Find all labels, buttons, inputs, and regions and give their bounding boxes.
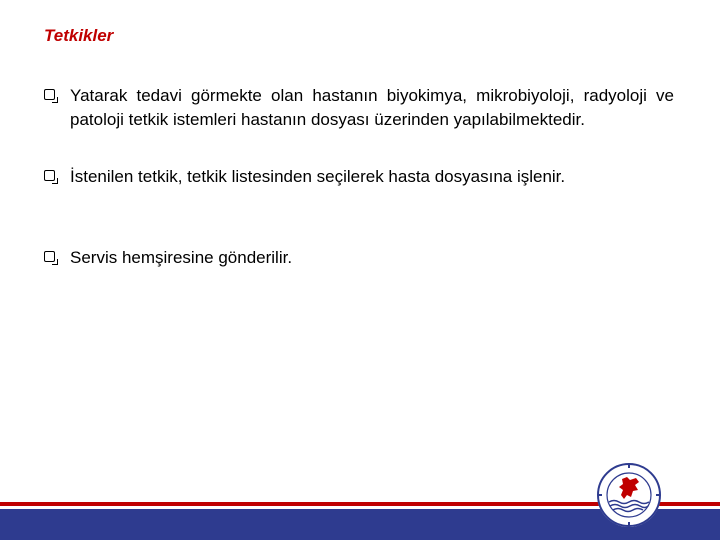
slide-title: Tetkikler — [44, 26, 114, 45]
bullet-text: Yatarak tedavi görmekte olan hastanın biyokimya, mikrobiyoloji, radyoloji ve patoloji tetkik istemleri hastanın dosyası üzerinden yapılabilmektedir. — [70, 86, 674, 129]
bullet-text: Servis hemşiresine gönderilir. — [70, 248, 293, 267]
checkbox-square-icon — [44, 170, 55, 181]
list-item — [44, 246, 674, 270]
university-seal-icon — [596, 462, 662, 528]
checkbox-square-icon — [44, 89, 55, 100]
bullet-text: İstenilen tetkik, tetkik listesinden seçilerek hasta dosyasına işlenir. — [70, 167, 566, 186]
list-item — [44, 165, 674, 189]
bullet-list — [44, 84, 674, 270]
checkbox-square-icon — [44, 251, 55, 262]
list-item — [44, 84, 674, 132]
